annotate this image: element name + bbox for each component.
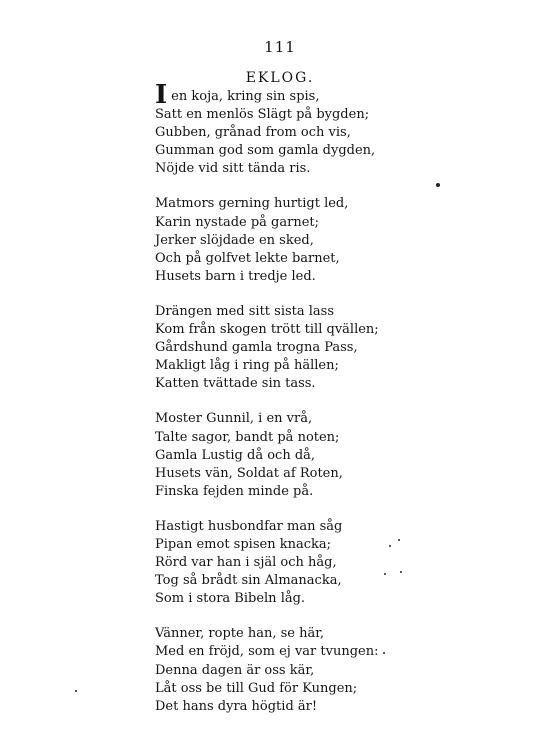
stanza-3 <box>155 303 415 393</box>
poem-line: Husets barn i tredje led. <box>155 268 316 284</box>
ink-speck <box>436 183 440 187</box>
ink-speck <box>400 571 402 573</box>
poem-line: Karin nystade på garnet; <box>155 214 320 230</box>
poem-line: Som i stora Bibeln låg. <box>155 591 306 607</box>
poem-line: Husets vän, Soldat af Roten, <box>155 465 343 481</box>
poem-line: Hastigt husbondfar man såg <box>155 518 343 534</box>
poem-line: Makligt låg i ring på hällen; <box>155 358 339 374</box>
ink-speck <box>383 652 385 654</box>
poem-line: Satt en menlös Slägt på bygden; <box>155 107 370 123</box>
poem-line: Moster Gunnil, i en vrå, <box>155 411 313 427</box>
ink-speck <box>75 690 77 692</box>
poem-body <box>155 80 415 733</box>
poem-line: Nöjde vid sitt tända ris. <box>155 161 311 177</box>
stanza-2 <box>155 195 415 285</box>
stanza-4 <box>155 410 415 500</box>
poem-line: Drängen med sitt sista lass <box>155 303 335 319</box>
poem-line: Katten tvättade sin tass. <box>155 376 316 392</box>
page-number: 111 <box>264 38 296 56</box>
poem-line: Det hans dyra högtid är! <box>155 698 318 714</box>
poem-line: Talte sagor, bandt på noten; <box>155 429 340 445</box>
ink-speck <box>398 539 400 541</box>
poem-line: Gårdshund gamla trogna Pass, <box>155 340 358 356</box>
ink-speck <box>389 545 391 547</box>
poem-line: Jerker slöjdade en sked, <box>155 232 314 248</box>
poem-line: Vänner, ropte han, se här, <box>155 626 325 642</box>
ink-speck <box>384 573 386 575</box>
poem-title: EKLOG. <box>245 70 315 86</box>
poem-line: Gumman god som gamla dygden, <box>155 143 376 159</box>
drop-cap: I <box>155 80 168 110</box>
poem-line: Gubben, grånad from och vis, <box>155 125 351 141</box>
stanza-6 <box>155 625 415 715</box>
stanza-5 <box>155 518 415 608</box>
poem-line: Finska fejden minde på. <box>155 483 314 499</box>
poem-line: Pipan emot spisen knacka; <box>155 536 331 552</box>
poem-line: Rörd var han i själ och håg, <box>155 555 337 571</box>
poem-line: Kom från skogen trött till qvällen; <box>155 322 379 338</box>
poem-line: Med en fröjd, som ej var tvungen: <box>155 644 379 660</box>
poem-line: Tog så brådt sin Almanacka, <box>155 573 342 589</box>
poem-line: Matmors gerning hurtigt led, <box>155 196 349 212</box>
stanza-1 <box>155 80 415 178</box>
poem-line: Gamla Lustig då och då, <box>155 447 316 463</box>
poem-line: Låt oss be till Gud för Kungen; <box>155 680 358 696</box>
poem-line: Och på golfvet lekte barnet, <box>155 250 340 266</box>
poem-line: Ien koja, kring sin spis, <box>155 80 320 110</box>
poem-line: Denna dagen är oss kär, <box>155 662 315 678</box>
